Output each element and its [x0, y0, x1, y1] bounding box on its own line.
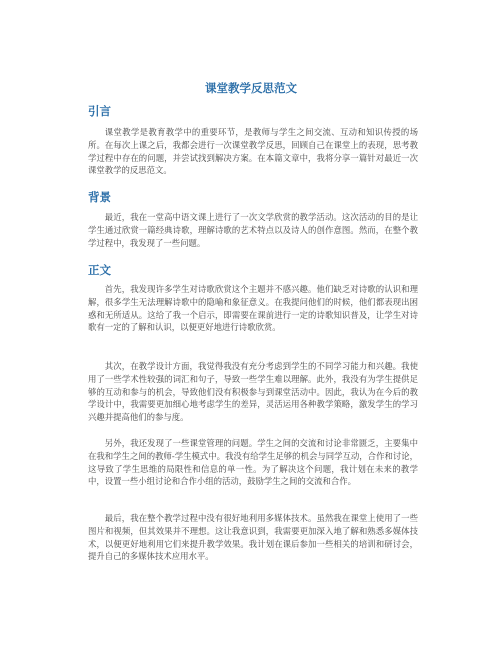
body-paragraph-1: 首先，我发现许多学生对诗歌欣赏这个主题并不感兴趣。他们缺乏对诗歌的认识和理解，很多学生无法理解诗歌中的隐喻和象征意义。在我提问他们的时候，他们都表现出困惑和无所适从。这给了我一个启示，即需要在课前进行一定的诗歌知识普及，让学生对诗歌有一定的了解和认识，以便更好地进行诗歌欣赏。 — [88, 284, 418, 333]
section-heading-body: 正文 — [88, 263, 111, 277]
background-paragraph: 最近，我在一堂高中语文课上进行了一次文学欣赏的教学活动。这次活动的目的是让学生通过欣赏一篇经典诗歌，理解诗歌的艺术特点以及诗人的创作意图。然而，在整个教学过程中，我发现了一些问题。 — [88, 212, 418, 248]
intro-paragraph: 课堂教学是教育教学中的重要环节，是教师与学生之间交流、互动和知识传授的场所。在每次上课之后，我都会进行一次课堂教学反思，回顾自己在课堂上的表现，思考教学过程中存在的问题，并尝试找到解决方案。在本篇文章中，我将分享一篇针对最近一次课堂教学的反思范文。 — [88, 127, 418, 176]
body-paragraph-2: 其次，在教学设计方面，我觉得我没有充分考虑到学生的不同学习能力和兴趣。我使用了一些学术性较强的词汇和句子，导致一些学生难以理解。此外，我没有为学生提供足够的互动和参与的机会，导致他们没有积极参与到课堂活动中。因此，我认为在今后的教学设计中，我需要更加细心地考虑学生的差异，灵活运用各种教学策略，激发学生的学习兴趣并提高他们的参与度。 — [88, 361, 418, 423]
body-paragraph-4: 最后，我在整个教学过程中没有很好地利用多媒体技术。虽然我在课堂上使用了一些图片和视频，但其效果并不理想。这让我意识到，我需要更加深入地了解和熟悉多媒体技术，以便更好地利用它们来提升教学效果。我计划在课后参加一些相关的培训和研讨会，提升自己的多媒体技术应用水平。 — [88, 513, 418, 562]
document-title: 课堂教学反思范文 — [205, 81, 297, 95]
section-heading-background: 背景 — [88, 190, 111, 204]
section-heading-intro: 引言 — [88, 104, 111, 118]
body-paragraph-3: 另外，我还发现了一些课堂管理的问题。学生之间的交流和讨论非常匮乏，主要集中在我和学生之间的教师-学生模式中。我没有给学生足够的机会与同学互动，合作和讨论，这导致了学生思维的局限性和信息的单一性。为了解决这个问题，我计划在未来的教学中，设置一些小组讨论和合作小组的活动，鼓励学生之间的交流和合作。 — [88, 438, 418, 487]
